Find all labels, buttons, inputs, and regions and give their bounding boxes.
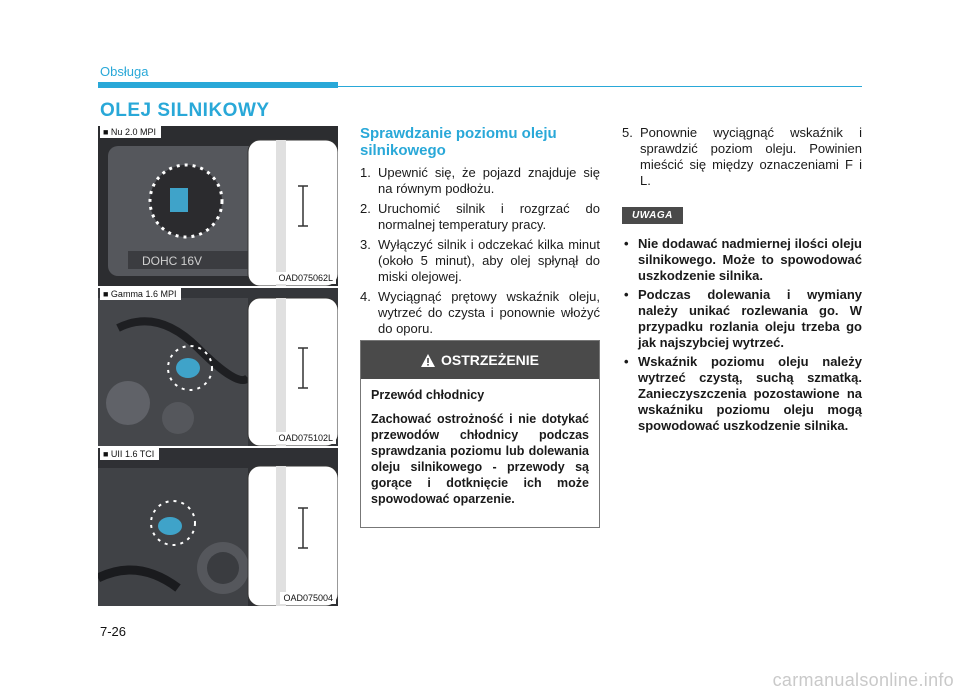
header-rule <box>338 86 862 87</box>
watermark: carmanualsonline.info <box>772 670 954 690</box>
photo-code: OAD075004 <box>280 592 336 604</box>
step-text: Uruchomić silnik i rozgrzać do normalnej temperatury pracy. <box>378 201 600 232</box>
step-item <box>360 237 600 285</box>
warning-body <box>361 379 599 515</box>
page-number: 7-26 <box>100 624 127 639</box>
engine-illustration-nu <box>98 126 338 286</box>
header-accent-bar <box>98 82 338 88</box>
photo-tag: ■ UII 1.6 TCI <box>100 448 159 460</box>
step-text: Wyłączyć silnik i odczekać kilka minut (około 5 minut), aby olej spłynął do miski olejowej. <box>378 237 600 284</box>
section-title: OLEJ SILNIKOWY <box>100 100 270 121</box>
caution-label: UWAGA <box>622 207 683 224</box>
engine-photo-gamma <box>98 288 338 446</box>
caution-item: • Podczas dolewania i wymiany należy unikać rozlewania go. W przypadku rozlania oleju trzeba go jak najszybciej wytrzeć. <box>622 287 862 351</box>
photo-code: OAD075062L <box>275 272 336 284</box>
oil-check-steps <box>360 165 600 337</box>
warning-label: OSTRZEŻENIE <box>440 352 539 368</box>
warning-box <box>360 340 600 528</box>
photo-code: OAD075102L <box>275 432 336 444</box>
step-number: 5. <box>622 125 633 140</box>
warning-text: Zachować ostrożność i nie dotykać przewodów chłodnicy podczas sprawdzania poziomu lub dolewania oleju silnikowego - przewody są gorące i dotknięcie ich może spowodować oparzenie. <box>371 412 589 506</box>
oil-check-section <box>360 125 600 341</box>
warning-title: Przewód chłodnicy <box>371 388 485 402</box>
engine-photo-nu <box>98 126 338 286</box>
step-number: 2. <box>360 201 371 216</box>
warning-header <box>361 341 599 379</box>
step-item <box>622 125 862 189</box>
warning-triangle-icon <box>421 354 435 367</box>
step-number: 4. <box>360 289 371 304</box>
step-text: Wyciągnąć prętowy wskaźnik oleju, wytrzeć do czysta i ponownie włożyć do oporu. <box>378 289 600 336</box>
header-section-label: Obsługa <box>100 64 149 79</box>
photo-tag: ■ Nu 2.0 MPI <box>100 126 161 138</box>
step-number: 1. <box>360 165 371 180</box>
caution-item: • Wskaźnik poziomu oleju należy wytrzeć czystą, suchą szmatką. Zanieczyszczenia pozostawione na wskaźniku poziomu oleju mogą spowodować uszkodzenie silnika. <box>622 354 862 434</box>
photo-tag: ■ Gamma 1.6 MPI <box>100 288 181 300</box>
step-item <box>360 201 600 233</box>
oil-check-title: Sprawdzanie poziomu oleju silnikowego <box>360 125 557 159</box>
caution-list <box>622 236 862 434</box>
step-item <box>360 165 600 197</box>
step-item <box>360 289 600 337</box>
engine-photo-uii <box>98 448 338 606</box>
caution-item: • Nie dodawać nadmiernej ilości oleju silnikowego. Może to spowodować uszkodzenie silnika. <box>622 236 862 284</box>
step-number: 3. <box>360 237 371 252</box>
oil-check-continued <box>622 125 862 437</box>
step-text: Upewnić się, że pojazd znajduje się na równym podłożu. <box>378 165 600 196</box>
step-text: Ponownie wyciągnąć wskaźnik i sprawdzić poziom oleju. Powinien mieścić się między oznaczeniami F i L. <box>640 125 862 188</box>
engine-illustration-gamma <box>98 288 338 446</box>
engine-illustration-uii <box>98 448 338 606</box>
engine-emblem: DOHC 16V <box>142 254 203 268</box>
